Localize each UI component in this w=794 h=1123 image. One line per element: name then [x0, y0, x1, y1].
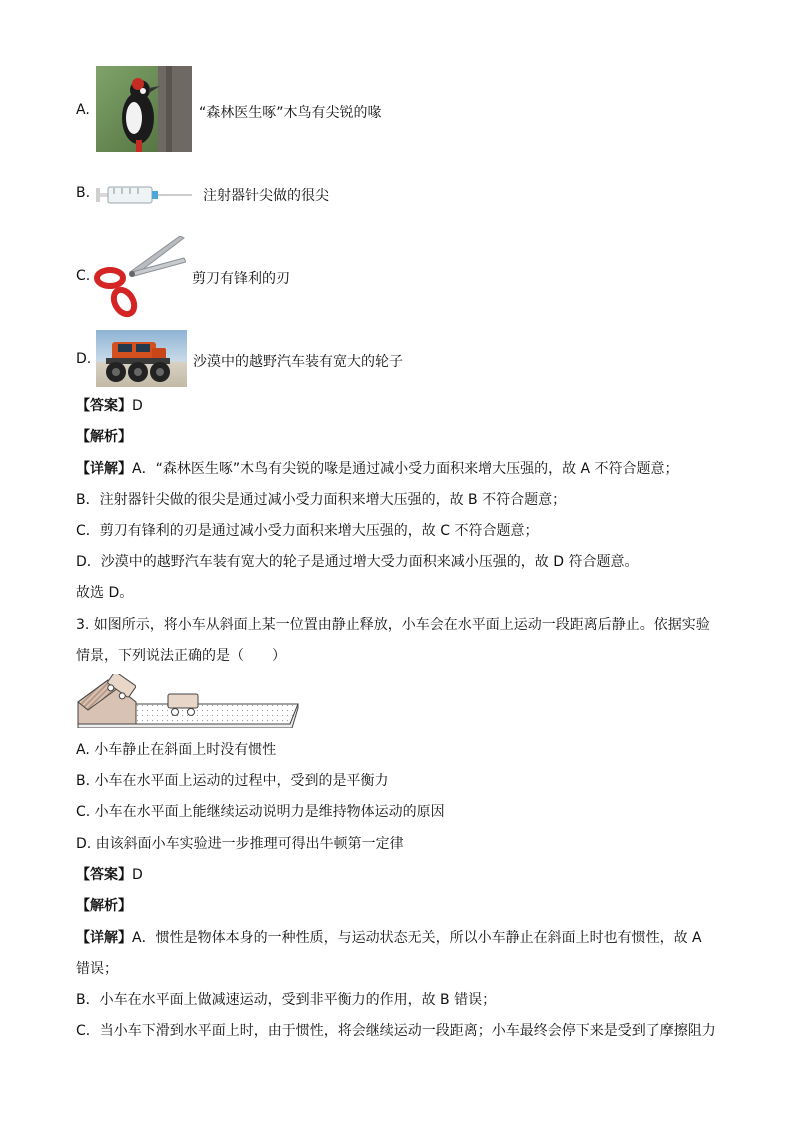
answer-line-3: [76, 865, 143, 885]
option-b-text: 注射器针尖做的很尖: [203, 188, 329, 204]
question3-stem-line-1: 3. 如图所示，将小车从斜面上某一位置由静止释放，小车会在水平面上运动一段距离后静止。依据实验: [76, 617, 710, 633]
detail-text: A．“森林医生啄”木鸟有尖锐的喙是通过减小受力面积来增大压强的，故 A 不符合题意；: [132, 461, 679, 477]
answer-value: D: [132, 867, 143, 883]
detail-line-1e: 故选 D。: [76, 585, 134, 601]
answer-line-1: [76, 396, 143, 416]
answer-label: 【答案】: [76, 867, 132, 883]
incline-cart-diagram: [76, 674, 301, 728]
detail-line-3a: [76, 928, 702, 948]
detail-line-1c: C．剪刀有锋利的刃是通过减小受力面积来增大压强的，故 C 不符合题意；: [76, 523, 539, 539]
option-d-text: 沙漠中的越野汽车装有宽大的轮子: [193, 354, 403, 370]
scissors-photo: [94, 236, 186, 318]
detail-label: 【详解】: [76, 461, 132, 477]
option-a-text: “森林医生啄”木鸟有尖锐的喙: [199, 105, 382, 121]
detail-line-1a: [76, 459, 679, 479]
option-d-letter: D.: [76, 351, 92, 367]
detail-label: 【详解】: [76, 930, 132, 946]
option-c-text: 剪刀有锋利的刃: [192, 271, 290, 287]
detail-line-1b: B．注射器针尖做的很尖是通过减小受力面积来增大压强的，故 B 不符合题意；: [76, 492, 567, 508]
woodpecker-photo: [96, 66, 192, 152]
question3-stem-line-2: 情景，下列说法正确的是（ ）: [76, 648, 286, 664]
option-a-letter: A.: [76, 102, 90, 118]
analysis-label-1: 【解析】: [76, 429, 132, 445]
detail-line-3b: 错误；: [76, 961, 118, 977]
detail-text: A．惯性是物体本身的一种性质，与运动状态无关，所以小车静止在斜面上时也有惯性，故 A: [132, 930, 702, 946]
question3-option-d: D. 由该斜面小车实验进一步推理可得出牛顿第一定律: [76, 836, 404, 852]
option-b-letter: B.: [76, 185, 91, 201]
detail-line-3c: B．小车在水平面上做减速运动，受到非平衡力的作用，故 B 错误；: [76, 992, 497, 1008]
question3-option-c: C. 小车在水平面上能继续运动说明力是维持物体运动的原因: [76, 804, 445, 820]
answer-value: D: [132, 398, 143, 414]
syringe-photo: [94, 178, 194, 210]
option-c-letter: C.: [76, 268, 91, 284]
question3-option-a: A. 小车静止在斜面上时没有惯性: [76, 742, 277, 758]
question3-option-b: B. 小车在水平面上运动的过程中，受到的是平衡力: [76, 773, 389, 789]
detail-line-3d: C．当小车下滑到水平面上时，由于惯性，将会继续运动一段距离；小车最终会停下来是受到了摩擦阻力: [76, 1023, 716, 1039]
detail-line-1d: D．沙漠中的越野汽车装有宽大的轮子是通过增大受力面积来减小压强的，故 D 符合题意。: [76, 554, 639, 570]
answer-label: 【答案】: [76, 398, 132, 414]
offroad-vehicle-photo: [96, 330, 187, 387]
analysis-label-3: 【解析】: [76, 898, 132, 914]
